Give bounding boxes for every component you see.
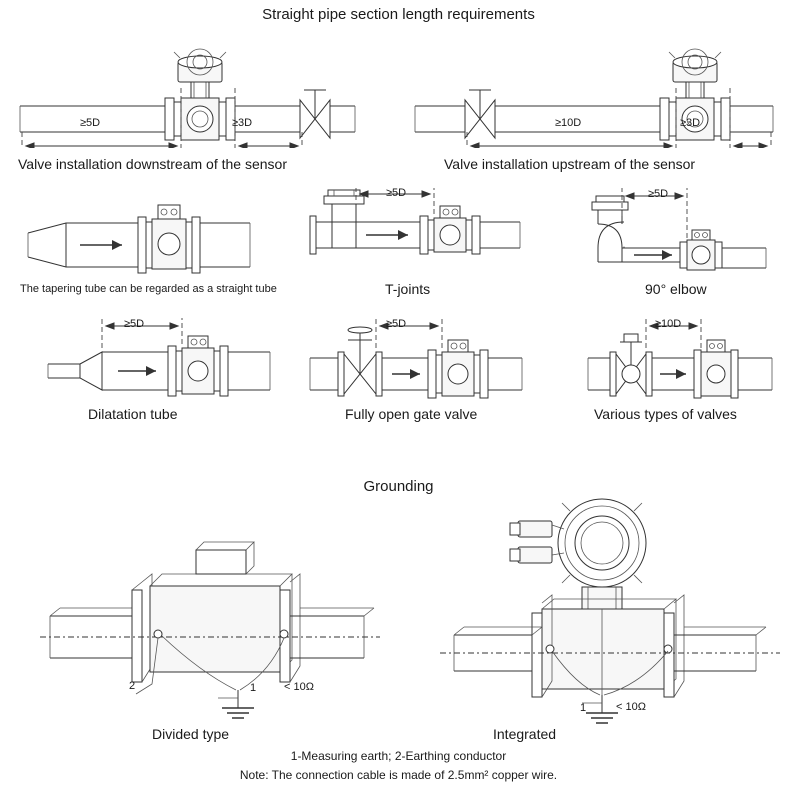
label-measuring-earth-integrated: 1 xyxy=(580,702,587,714)
caption-t-joints: T-joints xyxy=(385,281,431,297)
diagram-valve-upstream xyxy=(405,28,785,148)
dim-label-t-joints: ≥5D xyxy=(386,187,407,199)
dim-label-elbow: ≥5D xyxy=(648,188,669,200)
diagram-t-joints xyxy=(300,188,530,276)
resistance-divided: < 10Ω xyxy=(284,681,314,693)
dim-label-various-valves: ≥10D xyxy=(655,318,682,330)
grounding-title: Grounding xyxy=(363,478,434,495)
dim-label-right-2: ≥3D xyxy=(680,117,701,129)
dim-label-dilatation: ≥5D xyxy=(124,318,145,330)
diagram-integrated-type xyxy=(440,495,780,735)
dim-label-gate-valve: ≥5D xyxy=(386,318,407,330)
caption-integrated-type: Integrated xyxy=(493,726,557,742)
caption-valve-downstream: Valve installation downstream of the sensor xyxy=(18,156,287,172)
grounding-legend: 1-Measuring earth; 2-Earthing conductor xyxy=(290,749,507,763)
caption-90-elbow: 90° elbow xyxy=(645,281,707,297)
label-earthing-conductor: 2 xyxy=(129,680,136,692)
diagram-valve-downstream xyxy=(10,28,390,148)
dim-label-left-1: ≥5D xyxy=(80,117,101,129)
resistance-integrated: < 10Ω xyxy=(616,701,646,713)
caption-various-valves: Various types of valves xyxy=(594,406,737,422)
diagram-dilatation-tube xyxy=(40,318,280,408)
diagram-gate-valve xyxy=(300,318,530,408)
page-title: Straight pipe section length requirements xyxy=(262,6,535,23)
diagram-tapering-tube xyxy=(18,195,268,275)
diagram-various-valves xyxy=(580,318,780,408)
caption-tapering-tube: The tapering tube can be regarded as a straight tube xyxy=(20,283,277,295)
grounding-note: Note: The connection cable is made of 2.5mm² copper wire. xyxy=(239,768,558,782)
caption-dilatation-tube: Dilatation tube xyxy=(88,406,178,422)
diagram-divided-type xyxy=(40,512,380,732)
caption-divided-type: Divided type xyxy=(152,726,230,742)
caption-gate-valve: Fully open gate valve xyxy=(345,406,478,422)
label-measuring-earth-divided: 1 xyxy=(250,682,257,694)
dim-label-left-2: ≥3D xyxy=(232,117,253,129)
caption-valve-upstream: Valve installation upstream of the sensor xyxy=(444,156,696,172)
diagram-90-elbow xyxy=(580,188,780,276)
dim-label-right-1: ≥10D xyxy=(555,117,582,129)
